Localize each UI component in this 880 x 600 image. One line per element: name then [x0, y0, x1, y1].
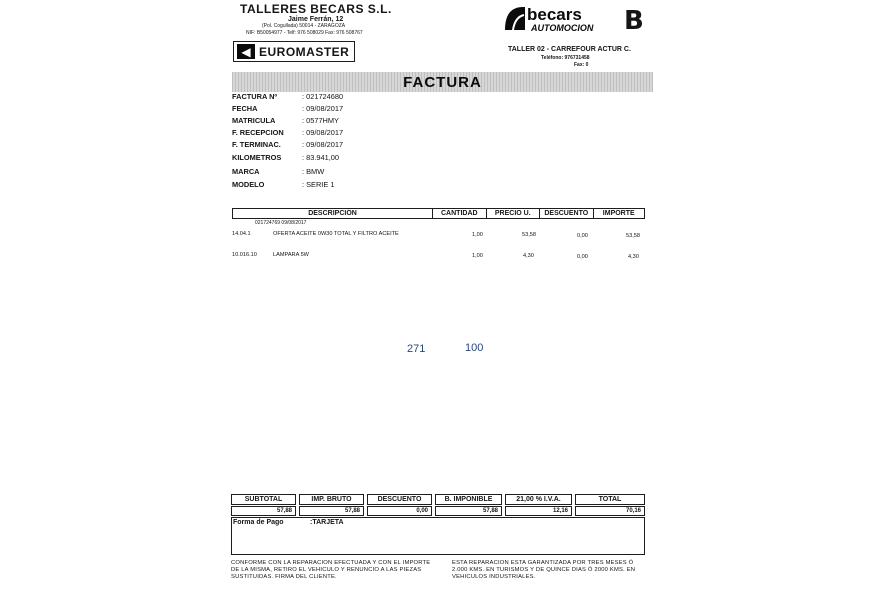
totals-total: 70,16	[575, 506, 645, 516]
info-value: : SERIE 1	[302, 180, 335, 189]
line-discount: 0,00	[577, 254, 588, 260]
info-label: KILOMETROS	[232, 153, 282, 162]
totals-col-imponible: B. IMPONIBLE	[435, 494, 502, 505]
info-value: : 021724680	[302, 92, 344, 101]
totals-col-descuento: DESCUENTO	[367, 494, 432, 505]
footer-conformity: CONFORME CON LA REPARACION EFECTUADA Y CON EL IMPORTE DE LA MISMA, RETIRO EL VEHICULO Y RENUNCIO A LAS PIEZAS SUSTITUIDAS. FIRMA DEL CLIENTE.	[231, 560, 431, 580]
info-value: : 09/08/2017	[302, 140, 344, 149]
company-address: Jaime Ferrán, 12	[288, 16, 344, 23]
totals-col-bruto: IMP. BRUTO	[299, 494, 364, 505]
col-descripcion: DESCRIPCIÓN	[308, 210, 357, 217]
info-value: : 09/08/2017	[302, 104, 344, 113]
col-precio: PRECIO U.	[486, 209, 539, 218]
line-qty: 1,00	[472, 232, 483, 238]
footer-warranty: ESTA REPARACION ESTA GARANTIZADA POR TRES MESES Ó 2.000 KMS. EN TURISMOS Y DE QUINCE DIAS Ó 2000 KMS. EN VEHICULOS INDUSTRIALES.	[452, 560, 636, 580]
payment-value: :TARJETA	[310, 519, 344, 526]
line-amount: 53,58	[626, 233, 640, 239]
line-amount: 4,30	[628, 254, 639, 260]
brand-taller: TALLER 02 - CARREFOUR ACTUR C.	[508, 46, 631, 53]
col-importe: IMPORTE	[593, 209, 645, 218]
payment-box	[231, 517, 645, 555]
info-label: FACTURA Nº	[232, 92, 278, 101]
line-desc: OFERTA ACEITE 0W30 TOTAL Y FILTRO ACEITE	[273, 231, 399, 237]
ghost-number-b: 100	[465, 342, 484, 354]
totals-col-subtotal: SUBTOTAL	[231, 494, 296, 505]
brand-telefono: Teléfono: 976731458	[541, 55, 590, 61]
line-qty: 1,00	[472, 253, 483, 259]
info-value: : BMW	[302, 167, 325, 176]
totals-col-total: TOTAL	[575, 494, 645, 505]
document-title: FACTURA	[403, 73, 482, 91]
info-label: MARCA	[232, 167, 260, 176]
totals-subtotal: 57,88	[231, 506, 296, 516]
brand-sub: AUTOMOCION	[531, 23, 594, 33]
col-cantidad: CANTIDAD	[432, 209, 485, 218]
info-value: : 0577HMY	[302, 116, 339, 125]
totals-descuento: 0,00	[367, 506, 432, 516]
company-area: (Pol. Cogullada) 50014 - ZARAGOZA	[262, 23, 346, 29]
line-code: 14.04.1	[232, 231, 251, 237]
euromaster-text: EUROMASTER	[259, 44, 350, 59]
factura-banner	[232, 72, 653, 92]
company-name: TALLERES BECARS S.L.	[240, 2, 392, 16]
info-label: F. RECEPCION	[232, 128, 284, 137]
line-desc: LAMPARA 5W	[273, 252, 309, 258]
line-code: 10.016.10	[232, 252, 257, 258]
totals-iva: 12,16	[505, 506, 572, 516]
totals-col-iva: 21,00 % I.V.A.	[505, 494, 572, 505]
line-discount: 0,00	[577, 233, 588, 239]
info-value: : 09/08/2017	[302, 128, 344, 137]
info-label: FECHA	[232, 104, 258, 113]
info-label: MODELO	[232, 180, 265, 189]
payment-label: Forma de Pago	[233, 519, 284, 526]
brand-b-icon: B	[624, 6, 644, 36]
totals-imponible: 57,88	[435, 506, 502, 516]
totals-header	[231, 494, 645, 505]
info-label: F. TERMINAC.	[232, 140, 281, 149]
brand-fax: Fax: 0	[574, 62, 589, 68]
totals-bruto: 57,88	[299, 506, 364, 516]
info-value: : 83.941,00	[302, 153, 339, 162]
line-price: 53,58	[522, 232, 536, 238]
euromaster-mark-icon: ◀	[237, 44, 255, 59]
totals-values	[231, 506, 645, 516]
brand-name: becars	[527, 5, 582, 24]
col-descuento: DESCUENTO	[539, 209, 592, 218]
order-reference: 021724769 09/08/2017	[255, 220, 307, 226]
euromaster-logo	[233, 41, 355, 62]
becars-logo	[503, 3, 621, 33]
info-label: MATRICULA	[232, 116, 276, 125]
ghost-number-a: 271	[407, 343, 426, 355]
company-contact: NIF: B50054977 - Telf: 976 508029 Fax: 976 508767	[246, 30, 363, 36]
line-price: 4,30	[523, 253, 534, 259]
lines-table-header	[232, 208, 645, 219]
